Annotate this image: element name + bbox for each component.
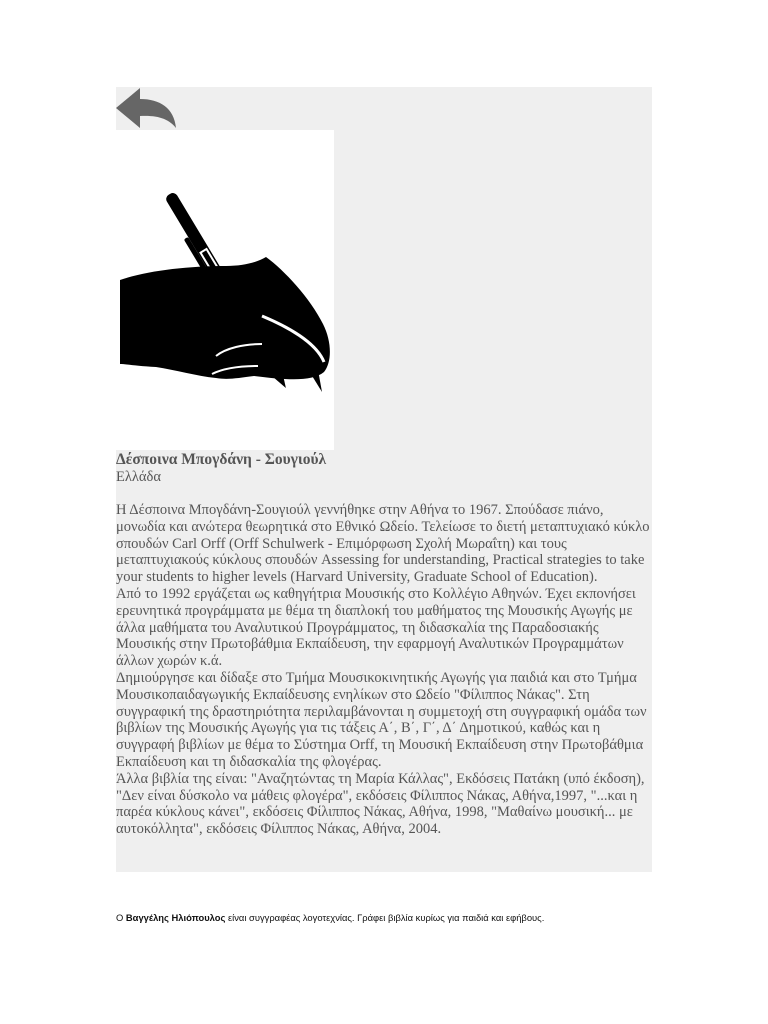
author-image	[116, 130, 334, 450]
reply-arrow-icon	[116, 87, 178, 131]
author-panel	[116, 87, 652, 872]
footer-note	[116, 912, 544, 923]
footer-prefix: Ο	[116, 912, 126, 923]
back-button[interactable]	[116, 87, 178, 131]
bio-paragraph: Η Δέσποινα Μπογδάνη-Σουγιούλ γεννήθηκε στην Αθήνα το 1967. Σπούδασε πιάνο, μονωδία και ανώτερα θεωρητικά στο Εθνικό Ωδείο. Τελείωσε το διετή μεταπτυχιακό κύκλο σπουδών Carl Orff (Orff Schulwerk - Επιμόρφωση Σχολή Μωραΐτη) και τους μεταπτυχιακούς κύκλους σπουδών Assessing for understanding, Practical strategies to take your students to higher levels (Harvard University, Graduate School of Education).	[116, 502, 650, 586]
footer-author-name: Βαγγέλης Ηλιόπουλος	[125, 912, 226, 923]
bio-paragraph: Από το 1992 εργάζεται ως καθηγήτρια Μουσικής στο Κολλέγιο Αθηνών. Έχει εκπονήσει ερευνητικά προγράμματα με θέμα τη διαπλοκή του μαθήματος της Μουσικής Αγωγής με άλλα μαθήματα του Αναλυτικού Προγράμματος, τη διδασκαλία της Παραδοσιακής Μουσικής στην Πρωτοβάθμια Εκπαίδευση, την εφαρμογή Αναλυτικών Προγραμμάτων άλλων χωρών κ.ά.	[116, 585, 636, 670]
author-country: Ελλάδα	[116, 469, 161, 485]
footer-text: είναι συγγραφέας λογοτεχνίας. Γράφει βιβλία κυρίως για παιδιά και εφήβους.	[225, 912, 545, 923]
bio-paragraph: Δημιούργησε και δίδαξε στο Τμήμα Μουσικοκινητικής Αγωγής για παιδιά και στο Τμήμα Μουσικοπαιδαγωγικής Εκπαίδευσης ενηλίκων στο Ωδείο "Φίλιππος Νάκας". Στη συγγραφική της δραστηριότητα περιλαμβάνονται η συμμετοχή στη συγγραφική ομάδα των βιβλίων της Μουσικής Αγωγής για τις τάξεις Α΄, Β΄, Γ΄, Δ΄ Δημοτικού, καθώς και η συγγραφή βιβλίων με θέμα το Σύστημα Orff, τη Μουσική Εκπαίδευση στην Πρωτοβάθμια Εκπαίδευση και τη διδασκαλία της φλογέρας.	[116, 669, 647, 770]
author-name: Δέσποινα Μπογδάνη - Σουγιούλ	[116, 451, 327, 468]
bio-paragraph: Άλλα βιβλία της είναι: "Αναζητώντας τη Μαρία Κάλλας", Εκδόσεις Πατάκη (υπό έκδοση), "Δεν είναι δύσκολο να μάθεις φλογέρα", εκδόσεις Φίλιππος Νάκας, Αθήνα,1997, "...και η παρέα κύκλους κάνει", εκδόσεις Φίλιππος Νάκας, Αθήνα, 1998, "Μαθαίνω μουσική... με αυτοκόλλητα", εκδόσεις Φίλιππος Νάκας, Αθήνα, 2004.	[116, 770, 645, 838]
hand-writing-pen-icon	[116, 130, 334, 450]
author-bio	[116, 502, 652, 838]
